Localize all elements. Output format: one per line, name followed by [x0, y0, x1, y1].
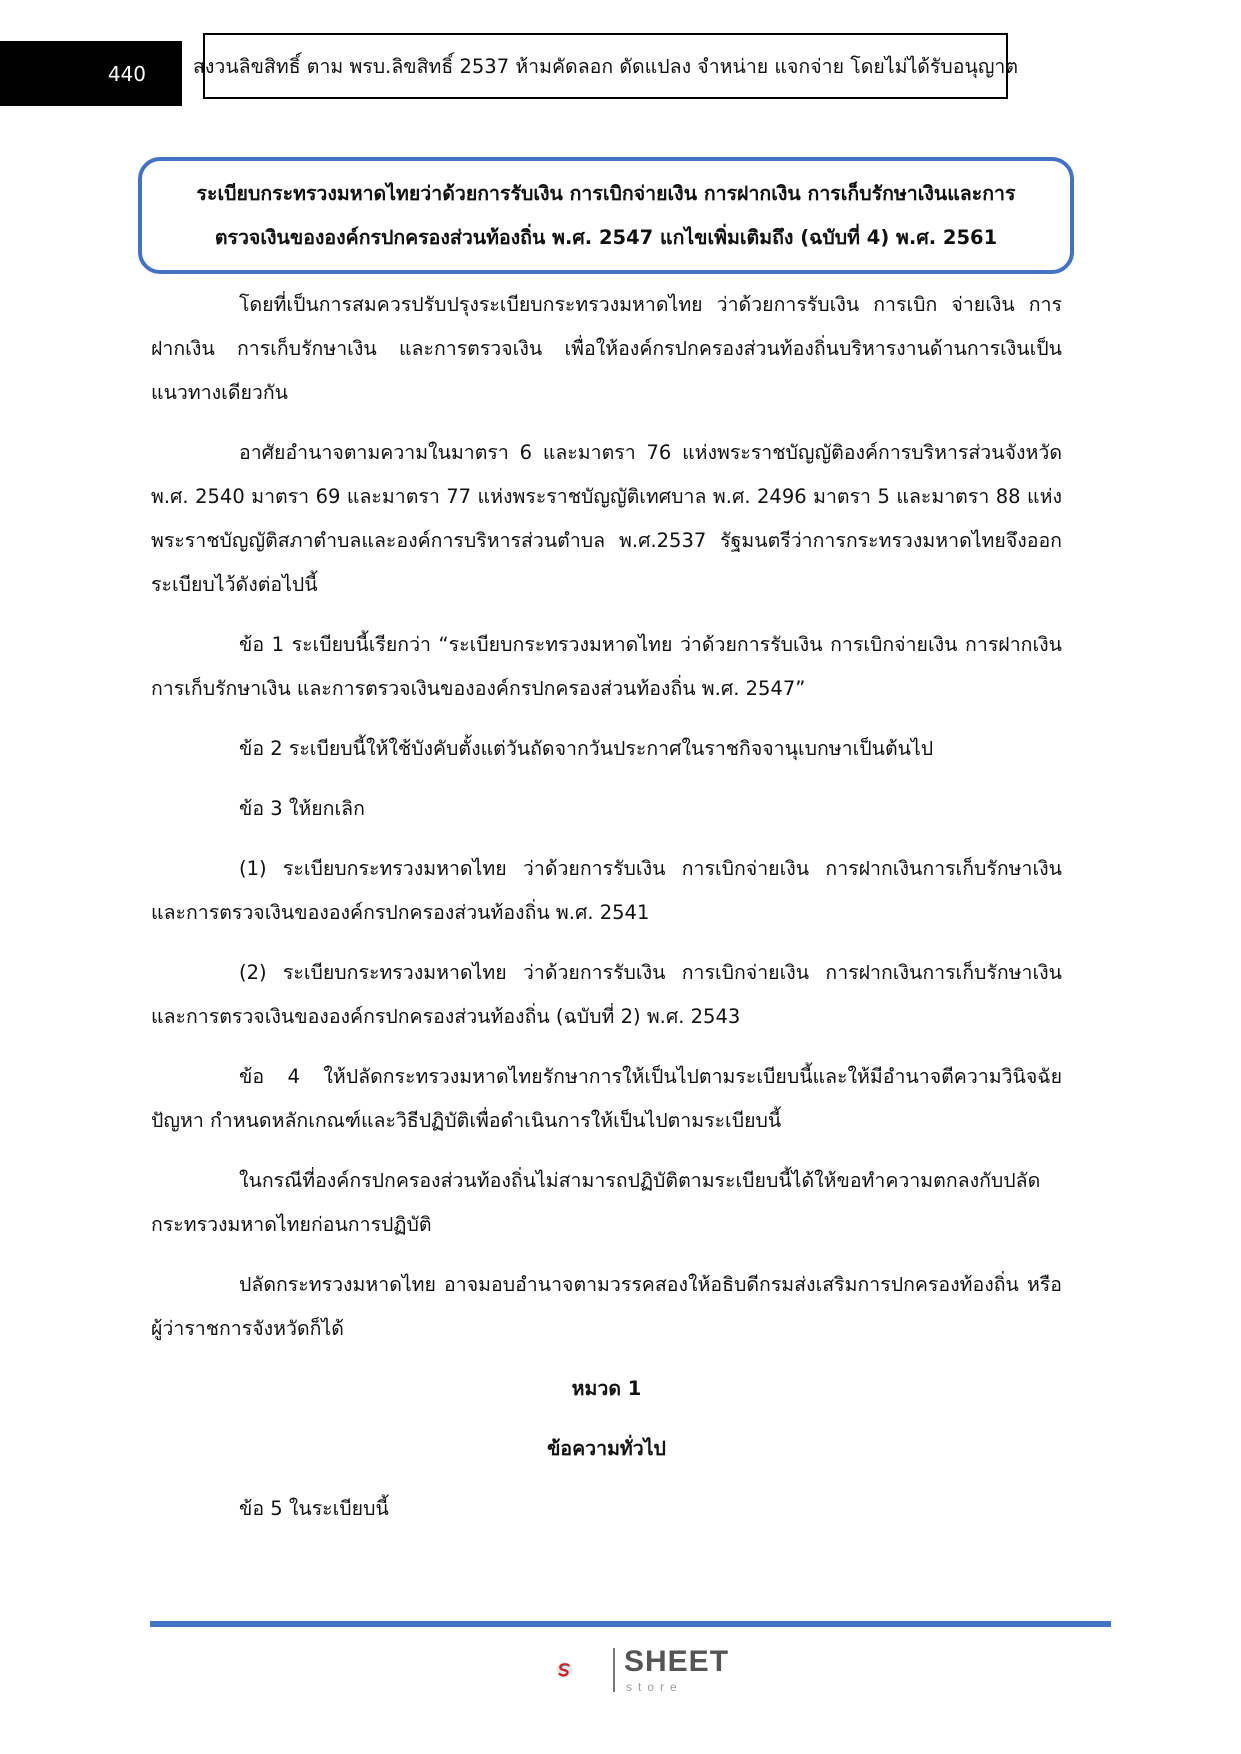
clause-3: ข้อ 3 ให้ยกเลิก — [239, 797, 365, 820]
chapter-title: ข้อความทั่วไป — [547, 1437, 666, 1460]
clause-3-item-2: (2) ระเบียบกระทรวงมหาดไทย ว่าด้วยการรับเงิน การเบิกจ่ายเงิน การฝากเงินการเก็บรักษาเงิน และการตรวจเงินขององค์กรปกครองส่วนท้องถิ่น (ฉบับที่ 2) พ.ศ. 2543 — [151, 961, 1062, 1028]
copyright-notice — [192, 33, 1019, 99]
sheet-store-s-logo-icon — [556, 1642, 612, 1698]
clause-5: ข้อ 5 ในระเบียบนี้ — [239, 1497, 389, 1520]
title-line-2: ตรวจเงินขององค์กรปกครองส่วนท้องถิ่น พ.ศ. 2547 แกไขเพิ่มเติมถึง (ฉบับที่ 4) พ.ศ. 2561 — [214, 225, 998, 249]
chapter-label: หมวด 1 — [571, 1377, 642, 1400]
page-number — [0, 41, 182, 106]
clause-4-paragraph-2: ในกรณีที่องค์กรปกครองส่วนท้องถิ่นไม่สามารถปฏิบัติตามระเบียบนี้ได้ให้ขอทำความตกลงกับปลัดกระทรวงมหาดไทยก่อนการปฏิบัติ — [151, 1169, 1041, 1236]
title-line-1: ระเบียบกระทรวงมหาดไทยว่าด้วยการรับเงิน การเบิกจ่ายเงิน การฝากเงิน การเก็บรักษาเงินและการ — [196, 181, 1016, 205]
clause-1: ข้อ 1 ระเบียบนี้เรียกว่า “ระเบียบกระทรวงมหาดไทย ว่าด้วยการรับเงิน การเบิกจ่ายเงิน การฝากเงิน การเก็บรักษาเงิน และการตรวจเงินขององค์กรปกครองส่วนท้องถิ่น พ.ศ. 2547” — [151, 633, 1062, 700]
clause-3-item-1: (1) ระเบียบกระทรวงมหาดไทย ว่าด้วยการรับเงิน การเบิกจ่ายเงิน การฝากเงินการเก็บรักษาเงิน และการตรวจเงินขององค์กรปกครองส่วนท้องถิ่น พ.ศ. 2541 — [151, 857, 1062, 924]
logo-divider — [613, 1648, 615, 1692]
footer-divider — [150, 1621, 1111, 1627]
document-body — [151, 283, 1062, 1547]
page-number-text: 440 — [107, 61, 146, 86]
clause-4: ข้อ 4 ให้ปลัดกระทรวงมหาดไทยรักษาการให้เป็นไปตามระเบียบนี้และให้มีอำนาจตีความวินิจฉัยปัญหา กำหนดหลักเกณฑ์และวิธีปฏิบัติเพื่อดำเนินการให้เป็นไปตามระเบียบนี้ — [151, 1065, 1062, 1132]
preamble-paragraph-2: อาศัยอำนาจตามความในมาตรา 6 และมาตรา 76 แห่งพระราชบัญญัติองค์การบริหารส่วนจังหวัด พ.ศ. 2540 มาตรา 69 และมาตรา 77 แห่งพระราชบัญญัติเทศบาล พ.ศ. 2496 มาตรา 5 และมาตรา 88 แห่งพระราชบัญญัติสภาตำบลและองค์การบริหารส่วนตำบล พ.ศ.2537 รัฐมนตรีว่าการกระทรวงมหาดไทยจึงออกระเบียบไว้ดังต่อไปนี้ — [151, 441, 1062, 596]
logo-subtitle: store — [626, 1680, 683, 1694]
preamble-paragraph-1: โดยที่เป็นการสมควรปรับปรุงระเบียบกระทรวงมหาดไทย ว่าด้วยการรับเงิน การเบิก จ่ายเงิน การฝากเงิน การเก็บรักษาเงิน และการตรวจเงิน เพื่อให้องค์กรปกครองส่วนท้องถิ่นบริหารงานด้านการเงินเป็นแนวทางเดียวกัน — [151, 293, 1062, 404]
document-title — [138, 157, 1074, 274]
clause-4-paragraph-3: ปลัดกระทรวงมหาดไทย อาจมอบอำนาจตามวรรคสองให้อธิบดีกรมส่งเสริมการปกครองท้องถิ่น หรือผู้ว่าราชการจังหวัดก็ได้ — [151, 1273, 1062, 1340]
logo-name: SHEET — [624, 1645, 730, 1678]
copyright-notice-text: สงวนลิขสิทธิ์ ตาม พรบ.ลิขสิทธิ์ 2537 ห้ามคัดลอก ดัดแปลง จำหน่าย แจกจ่าย โดยไม่ได้รับอนุญาต — [192, 54, 1019, 78]
clause-2: ข้อ 2 ระเบียบนี้ให้ใช้บังคับตั้งแต่วันถัดจากวันประกาศในราชกิจจานุเบกษาเป็นต้นไป — [239, 737, 934, 760]
